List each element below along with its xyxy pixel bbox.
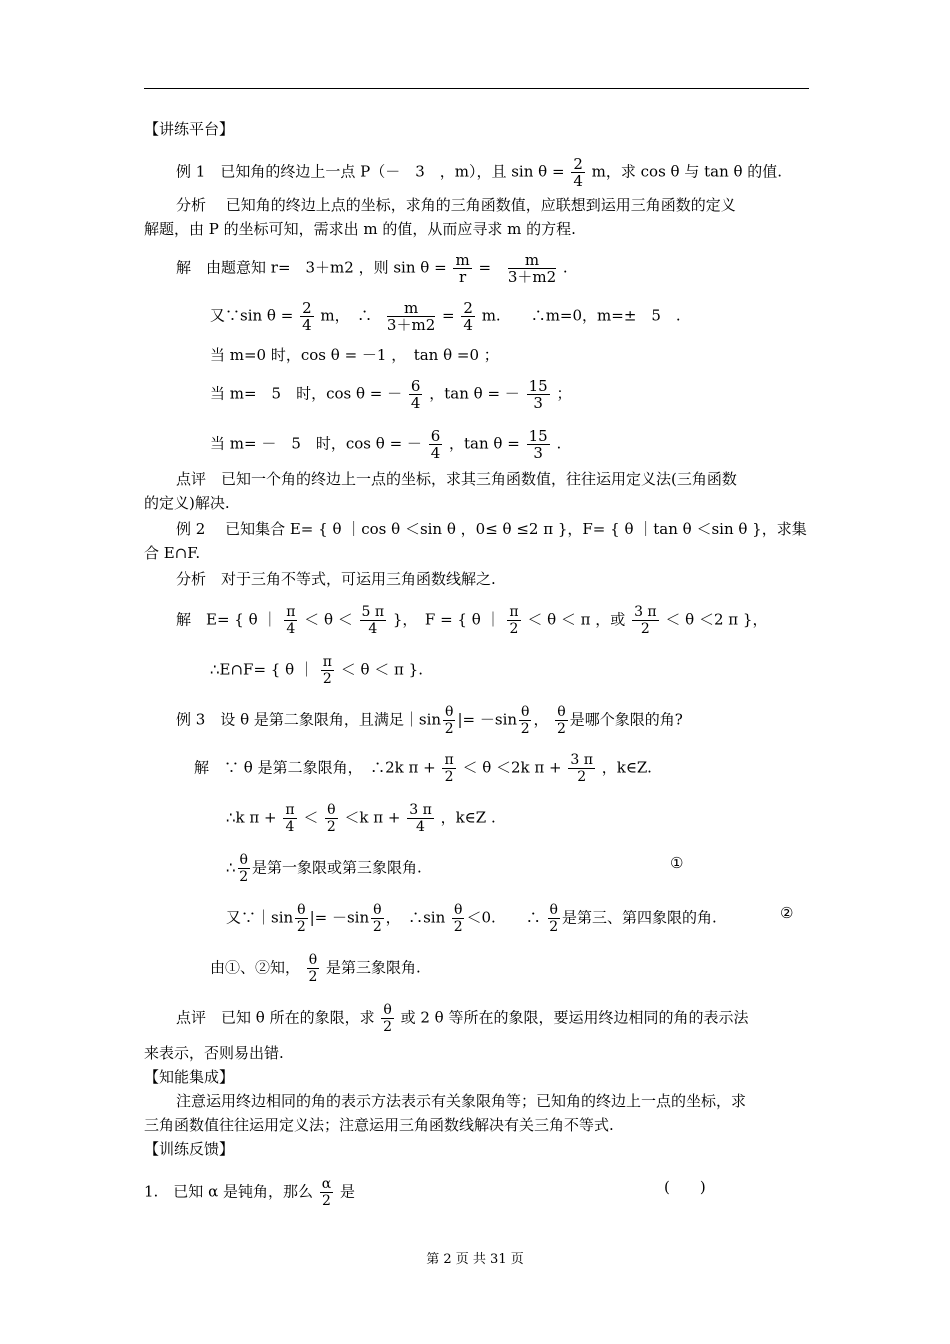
page-footer: 第 2 页 共 31 页 <box>426 1252 524 1267</box>
comment-1-line1: 点评 已知一个角的终边上一点的坐标，求其三角函数值，往往运用定义法(三角函数 <box>176 470 737 488</box>
analysis-1-line2: 解题，由 P 的坐标可知，需求出 m 的值，从而应寻求 m 的方程. <box>144 220 576 238</box>
comment-3-line1: 点评 已知 θ 所在的象限，求 $\frac{\theta}{2}$ 或 2 θ 等所在的象限，要运用终边相同的角的表示法 <box>176 1002 749 1035</box>
comment-3-line2: 来表示，否则易出错. <box>144 1044 284 1062</box>
solution-3-line5: 由①、②知， $\frac{\theta}{2}$ 是第三象限角. <box>210 952 421 985</box>
integration-line1: 注意运用终边相同的角的表示方法表示有关象限角等；已知角的终边上一点的坐标，求 <box>176 1092 747 1110</box>
example-2-line1: 例 2 已知集合 E= { θ ｜cos θ ＜sin θ ，0≤ θ ≤2 π }，F= { θ ｜tan θ ＜sin θ }，求集 <box>176 520 807 538</box>
header-rule <box>144 88 809 89</box>
marker-circle-2: ② <box>780 904 794 922</box>
solution-3-line3: ∴ $\frac{\theta}{2}$ 是第一象限或第三象限角. <box>226 852 422 885</box>
solution-1-line1: 解 由题意知 r= 3＋m2 ，则 sin θ = $\frac{m}{r}$ = $\frac{m}{3+m2}$ . <box>176 251 568 286</box>
section-practice-title: 【讲练平台】 <box>144 120 235 138</box>
example-3: 例 3 设 θ 是第二象限角，且满足｜sin $\frac{\theta}{2}$ |= －sin $\frac{\theta}{2}$ ， $\frac{\theta}{2}$ 是哪个象限的角? <box>176 704 683 737</box>
solution-2-line1: 解 E= { θ ｜ $\frac{\pi}{4}$ ＜ θ ＜ $\frac{5 \pi}{4}$ }， F = { θ ｜ $\frac{\pi}{2}$ ＜ θ ＜ π ，或 $\frac{3 \pi}{2}$ ＜ θ ＜2 π }， <box>176 604 768 637</box>
integration-line2: 三角函数值往往运用定义法；注意运用三角函数线解决有关三角不等式. <box>144 1116 614 1134</box>
section-integration-title: 【知能集成】 <box>144 1068 235 1086</box>
solution-2-line2: ∴E∩F= { θ ｜ $\frac{\pi}{2}$ ＜ θ ＜ π }. <box>210 654 423 687</box>
solution-3-line2: ∴k π + $\frac{\pi}{4}$ ＜ $\frac{\theta}{2}$ ＜k π + $\frac{3 \pi}{4}$ ，k∈Z . <box>226 802 496 835</box>
analysis-1-line1: 分析 已知角的终边上点的坐标，求角的三角函数值，应联想到运用三角函数的定义 <box>176 196 736 214</box>
solution-3-line4: 又∵｜sin $\frac{\theta}{2}$ |= －sin $\frac{\theta}{2}$ ， ∴sin $\frac{\theta}{2}$ ＜0. ∴ $\frac{\theta}{2}$ 是第三、第四象限的角. <box>226 902 717 935</box>
example-1: 例 1 已知角的终边上一点 P（－ 3 ，m），且 sin θ = $\frac{2}{4}$ m，求 cos θ 与 tan θ 的值. <box>176 155 783 190</box>
feedback-question-1: 1. 已知 α 是钝角，那么 $\frac{\alpha}{2}$ 是 <box>144 1176 356 1209</box>
solution-3-line1: 解 ∵ θ 是第二象限角， ∴2k π + $\frac{\pi}{2}$ ＜ θ ＜2k π + $\frac{3 \pi}{2}$ ，k∈Z. <box>194 752 652 785</box>
solution-1-line3: 当 m=0 时，cos θ = －1 ， tan θ =0 ； <box>210 346 499 364</box>
solution-1-line4: 当 m= 5 时，cos θ = － $\frac{6}{4}$ ，tan θ = － $\frac{15}{3}$ ； <box>210 377 572 412</box>
section-feedback-title: 【训练反馈】 <box>144 1140 235 1158</box>
solution-1-line2: 又∵sin θ = $\frac{2}{4}$ m， ∴ $\frac{m}{3+m2}$ = $\frac{2}{4}$ m. ∴m=0，m=± 5 . <box>210 299 681 334</box>
solution-1-line5: 当 m= － 5 时，cos θ = － $\frac{6}{4}$ ，tan θ = $\frac{15}{3}$ . <box>210 427 562 462</box>
comment-1-line2: 的定义)解决. <box>144 494 230 512</box>
marker-circle-1: ① <box>670 854 684 872</box>
example-2-line2: 合 E∩F. <box>144 544 201 562</box>
analysis-2: 分析 对于三角不等式，可运用三角函数线解之. <box>176 570 496 588</box>
answer-paren: ( ) <box>664 1178 706 1196</box>
